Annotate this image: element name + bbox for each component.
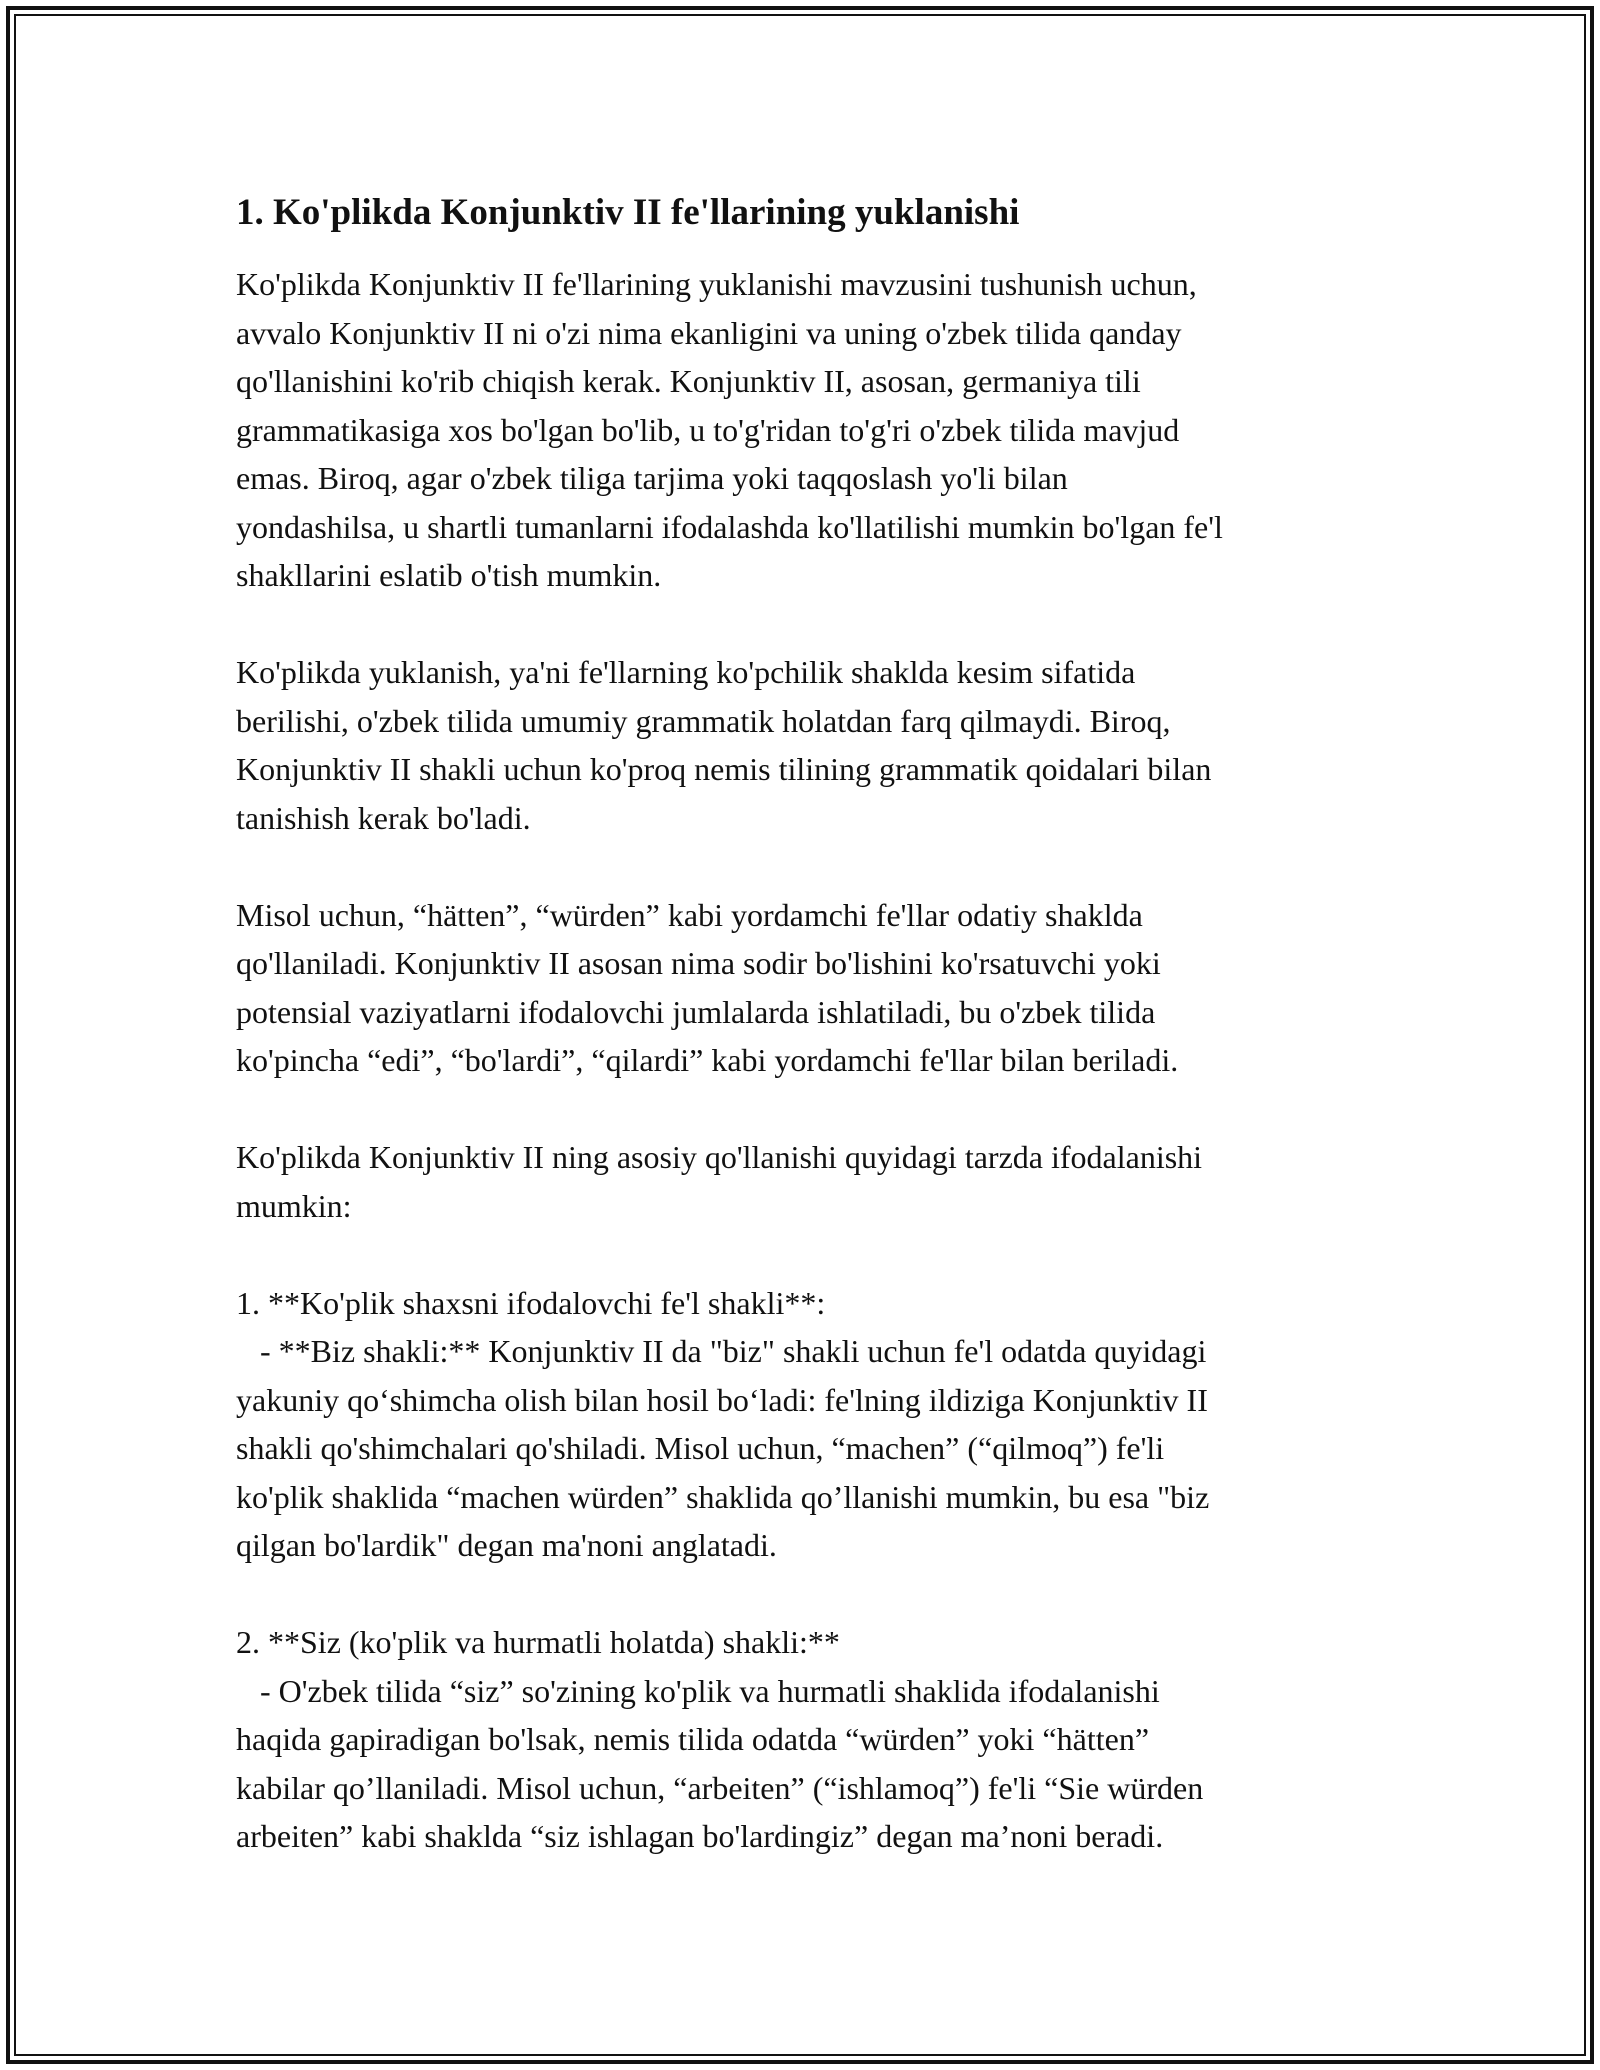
text-line: arbeiten” kabi shaklda “siz ishlagan bo'lardingiz” degan ma’noni beradi. [236, 1818, 1164, 1854]
text-line: berilishi, o'zbek tilida umumiy grammatik holatdan farq qilmaydi. Biroq, [236, 702, 1171, 739]
document-body [236, 188, 1376, 1861]
text-line: Ko'plikda Konjunktiv II fe'llarining yuklanishi mavzusini tushunish uchun, [236, 266, 1197, 302]
text-line: Ko'plikda yuklanish, ya'ni fe'llarning ko'pchilik shaklda kesim sifatida [236, 654, 1136, 690]
paragraph-example [236, 891, 1376, 1085]
text-line: yakuniy qo‘shimcha olish bilan hosil bo‘ladi: fe'lning ildiziga Konjunktiv II [236, 1381, 1208, 1418]
text-line: 1. **Ko'plik shaxsni ifodalovchi fe'l shakli**: [236, 1284, 826, 1321]
text-line: yondashilsa, u shartli tumanlarni ifodalashda ko'llatilishi mumkin bo'lgan fe'l [236, 508, 1223, 545]
text-line: Ko'plikda Konjunktiv II ning asosiy qo'llanishi quyidagi tarzda ifodalanishi [236, 1139, 1203, 1175]
text-line: tanishish kerak bo'ladi. [236, 799, 531, 836]
text-line: ko'plik shaklida “machen würden” shaklida qo’llanishi mumkin, bu esa "biz [236, 1478, 1210, 1515]
text-line: ko'pincha “edi”, “bo'lardi”, “qilardi” kabi yordamchi fe'llar bilan beriladi. [236, 1042, 1179, 1078]
text-line: qilgan bo'lardik" degan ma'noni anglatadi. [236, 1527, 777, 1563]
text-line: - O'zbek tilida “siz” so'zining ko'plik va hurmatli shaklida ifodalanishi [236, 1672, 1160, 1709]
text-line: qo'llaniladi. Konjunktiv II asosan nima sodir bo'lishini ko'rsatuvchi yoki [236, 945, 1161, 981]
paragraph-intro [236, 260, 1376, 600]
text-line: shakli qo'shimchalari qo'shiladi. Misol uchun, “machen” (“qilmoq”) fe'li [236, 1430, 1165, 1466]
section-heading: 1. Ko'plikda Konjunktiv II fe'llarining yuklanishi [236, 192, 1020, 233]
text-line: mumkin: [236, 1187, 352, 1224]
text-line: Misol uchun, “hätten”, “würden” kabi yordamchi fe'llar odatiy shaklda [236, 896, 1143, 933]
text-line: - **Biz shakli:** Konjunktiv II da "biz" shakli uchun fe'l odatda quyidagi [236, 1333, 1207, 1369]
text-line: grammatikasiga xos bo'lgan bo'lib, u to'g'ridan to'g'ri o'zbek tilida mavjud [236, 411, 1180, 448]
paragraph-main-usage [236, 1133, 1376, 1230]
text-line: shakllarini eslatib o'tish mumkin. [236, 557, 662, 593]
text-line: 2. **Siz (ko'plik va hurmatli holatda) shakli:** [236, 1624, 840, 1660]
text-line: emas. Biroq, agar o'zbek tiliga tarjima yoki taqqoslash yo'li bilan [236, 460, 1068, 496]
text-line: haqida gapiradigan bo'lsak, nemis tilida odatda “würden” yoki “hätten” [236, 1721, 1150, 1757]
list-item-biz-form [236, 1279, 1376, 1570]
paragraph-plural-conjugation [236, 648, 1376, 842]
text-line: kabilar qo’llaniladi. Misol uchun, “arbeiten” (“ishlamoq”) fe'li “Sie würden [236, 1769, 1204, 1806]
text-line: Konjunktiv II shakli uchun ko'proq nemis tilining grammatik qoidalari bilan [236, 751, 1212, 787]
text-line: avvalo Konjunktiv II ni o'zi nima ekanligini va uning o'zbek tilida qanday [236, 314, 1182, 351]
text-line: potensial vaziyatlarni ifodalovchi jumlalarda ishlatiladi, bu o'zbek tilida [236, 993, 1156, 1030]
list-item-siz-form [236, 1618, 1376, 1861]
text-line: qo'llanishini ko'rib chiqish kerak. Konjunktiv II, asosan, germaniya tili [236, 363, 1141, 399]
